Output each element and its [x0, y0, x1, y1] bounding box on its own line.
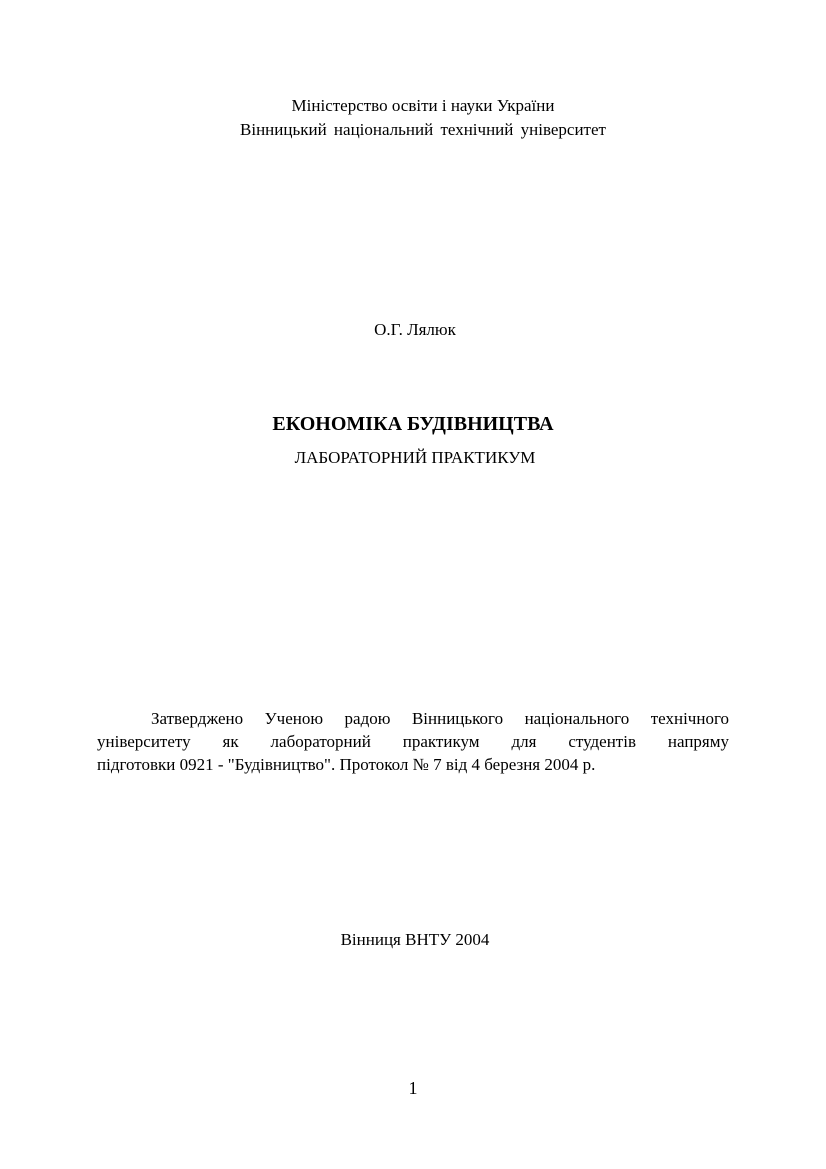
- document-subtitle: ЛАБОРАТОРНИЙ ПРАКТИКУМ: [294, 448, 536, 467]
- university-name: Вінницький національний технічний університет: [240, 120, 606, 139]
- author-name: О.Г. Лялюк: [374, 320, 456, 339]
- approval-line-3: підготовки 0921 - "Будівництво". Протокол № 7 від 4 березня 2004 р.: [97, 755, 596, 774]
- approval-line-2: університету як лабораторний практикум для студентів напряму: [97, 732, 729, 751]
- page-number: 1: [408, 1078, 418, 1098]
- ministry-name: Міністерство освіти і науки України: [291, 96, 555, 115]
- approval-line-1: Затверджено Ученою радою Вінницького національного технічного: [151, 709, 729, 728]
- document-title: ЕКОНОМІКА БУДІВНИЦТВА: [272, 413, 554, 435]
- approval-paragraph: [97, 707, 729, 776]
- publisher-city-year: Вінниця ВНТУ 2004: [340, 930, 490, 949]
